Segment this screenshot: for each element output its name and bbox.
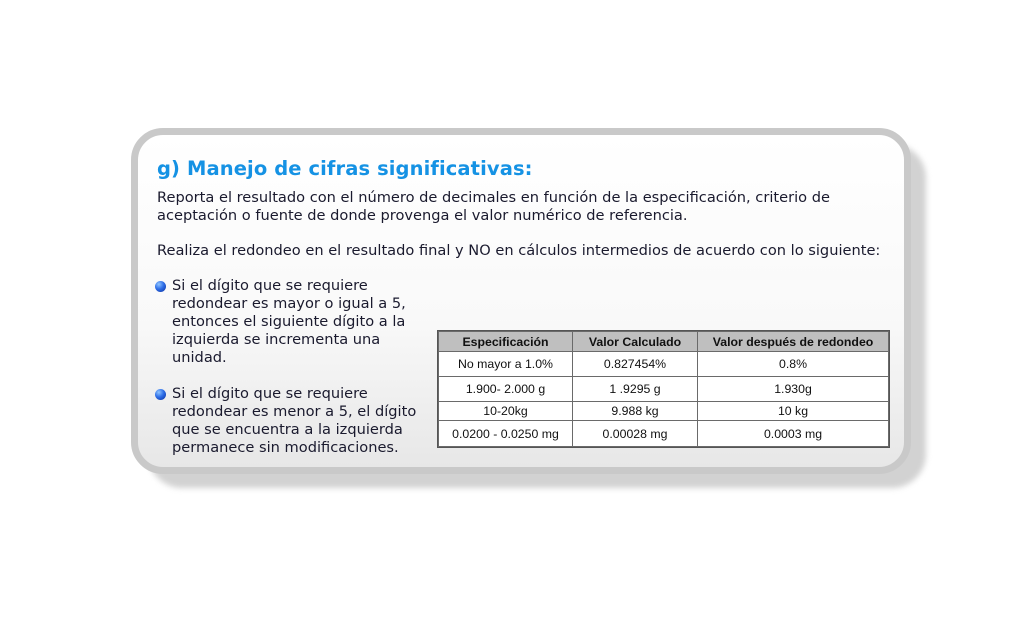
table-cell: 10-20kg <box>439 402 573 421</box>
table-cell: 1.900- 2.000 g <box>439 377 573 402</box>
section-title: g) Manejo de cifras significativas: <box>157 157 533 180</box>
table-header-row <box>439 332 889 352</box>
table-cell: 10 kg <box>698 402 889 421</box>
rounding-examples-table <box>438 331 889 447</box>
header-valor-redondeo: Valor después de redondeo <box>698 332 889 352</box>
table-row <box>439 402 889 421</box>
table-cell: 0.827454% <box>573 352 698 377</box>
table-cell: 0.0200 - 0.0250 mg <box>439 421 573 447</box>
bullet-dot-icon <box>155 389 166 400</box>
bullet-text: Si el dígito que se requiere redondear es menor a 5, el dígito que se encuentra a la izquierda permanece sin modificaciones. <box>172 385 417 456</box>
bullet-item <box>155 385 423 457</box>
table-row <box>439 421 889 447</box>
table-row <box>439 352 889 377</box>
table-cell: 0.0003 mg <box>698 421 889 447</box>
bullet-dot-icon <box>155 281 166 292</box>
table-cell: 9.988 kg <box>573 402 698 421</box>
rule-paragraph: Realiza el redondeo en el resultado final y NO en cálculos intermedios de acuerdo con lo siguiente: <box>157 242 881 259</box>
header-especificacion: Especificación <box>439 332 573 352</box>
table-cell: 1 .9295 g <box>573 377 698 402</box>
table-cell: 1.930g <box>698 377 889 402</box>
bullet-item <box>155 277 423 367</box>
table-cell: 0.00028 mg <box>573 421 698 447</box>
table-cell: 0.8% <box>698 352 889 377</box>
header-valor-calculado: Valor Calculado <box>573 332 698 352</box>
table-row <box>439 377 889 402</box>
intro-paragraph: Reporta el resultado con el número de decimales en función de la especificación, criterio de aceptación o fuente de donde provenga el valor numérico de referencia. <box>157 189 830 224</box>
table-cell: No mayor a 1.0% <box>439 352 573 377</box>
bullet-text: Si el dígito que se requiere redondear es mayor o igual a 5, entonces el siguiente dígito a la izquierda se incrementa una unidad. <box>172 277 406 366</box>
